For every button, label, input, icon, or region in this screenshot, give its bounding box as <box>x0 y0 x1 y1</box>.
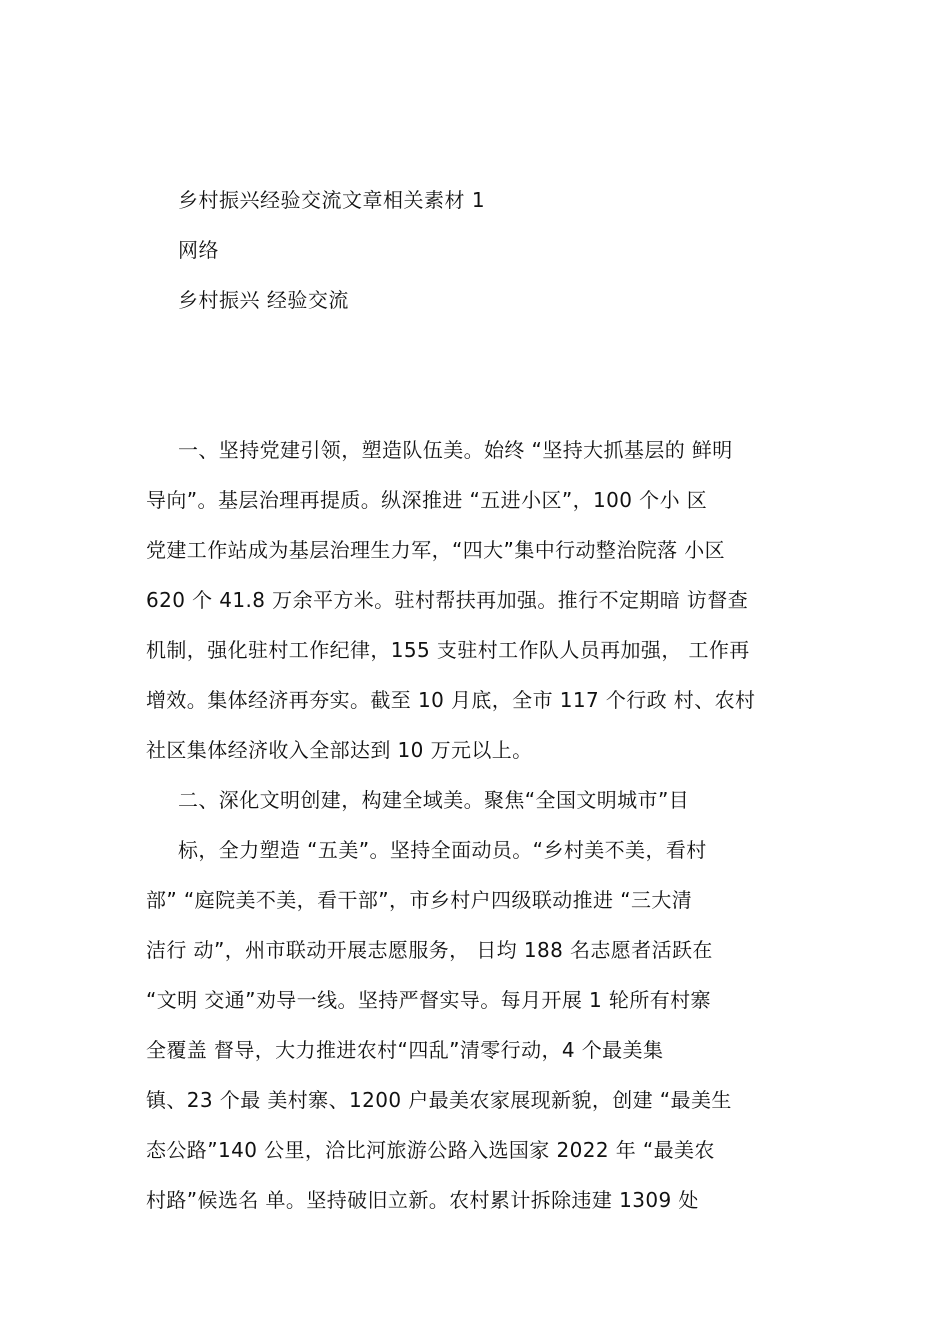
paragraph-line: 机制，强化驻村工作纪律，155 支驻村工作队人员再加强， 工作再 <box>146 638 750 662</box>
document-keywords: 乡村振兴 经验交流 <box>178 288 349 312</box>
paragraph-line: 二、深化文明创建，构建全域美。聚焦“全国文明城市”目 <box>178 788 690 812</box>
paragraph-line: 部” “庭院美不美，看干部”，市乡村户四级联动推进 “三大清 <box>146 888 693 912</box>
paragraph-line: 全覆盖 督导，大力推进农村“四乱”清零行动，4 个最美集 <box>146 1038 664 1062</box>
document-title: 乡村振兴经验交流文章相关素材 1 <box>178 188 486 212</box>
paragraph-line: 导向”。基层治理再提质。纵深推进 “五进小区”，100 个小 区 <box>146 488 708 512</box>
paragraph-line: 洁行 动”，州市联动开展志愿服务， 日均 188 名志愿者活跃在 <box>146 938 713 962</box>
paragraph-line: “文明 交通”劝导一线。坚持严督实导。每月开展 1 轮所有村寨 <box>146 988 711 1012</box>
paragraph-line: 村路”候选名 单。坚持破旧立新。农村累计拆除违建 1309 处 <box>146 1188 699 1212</box>
document-source: 网络 <box>178 238 219 262</box>
paragraph-line: 620 个 41.8 万余平方米。驻村帮扶再加强。推行不定期暗 访督查 <box>146 588 749 612</box>
paragraph-line: 镇、23 个最 美村寨、1200 户最美农家展现新貌，创建 “最美生 <box>146 1088 732 1112</box>
paragraph-line: 态公路”140 公里，洽比河旅游公路入选国家 2022 年 “最美农 <box>146 1138 715 1162</box>
paragraph-line: 标，全力塑造 “五美”。坚持全面动员。“乡村美不美，看村 <box>178 838 707 862</box>
paragraph-line: 党建工作站成为基层治理生力军，“四大”集中行动整治院落 小区 <box>146 538 726 562</box>
paragraph-line: 增效。集体经济再夯实。截至 10 月底，全市 117 个行政 村、农村 <box>146 688 756 712</box>
paragraph-line: 一、坚持党建引领，塑造队伍美。始终 “坚持大抓基层的 鲜明 <box>178 438 733 462</box>
paragraph-line: 社区集体经济收入全部达到 10 万元以上。 <box>146 738 533 762</box>
